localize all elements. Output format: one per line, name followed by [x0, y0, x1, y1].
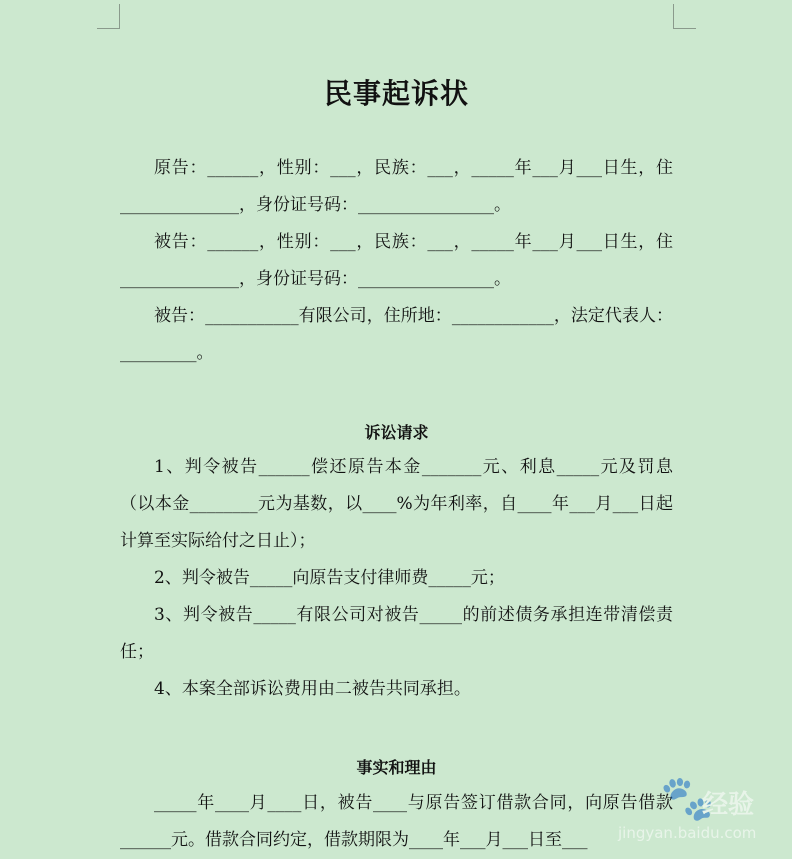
baidu-jingyan-watermark [608, 770, 792, 857]
page-corner-mark-top-right [673, 4, 696, 29]
claim-item: 2、判令被告_____向原告支付律师费_____元； [154, 568, 505, 588]
paw-logo-icon: 🐾 [660, 773, 715, 824]
page-corner-mark-top-left [97, 4, 120, 29]
claim-item: 1、判令被告______偿还原告本金_______元、利息_____元及罚息（以本金________元为基数，以____%为年利率，自____年___月___日起计算至实际给付之日止）； [120, 457, 673, 551]
watermark-site: jingyan.baidu.com [618, 824, 757, 842]
defendant-paragraph: 被告：______，性别：___，民族：___，_____年___月___日生，住______________，身份证号码：________________。 [120, 232, 673, 289]
watermark-brand: 经验 [702, 790, 755, 820]
facts-heading: 事实和理由 [356, 758, 437, 777]
claim-item: 3、判令被告_____有限公司对被告_____的前述债务承担连带清偿责任； [120, 605, 673, 662]
document-title: 民事起诉状 [323, 77, 469, 110]
defendant-company-paragraph: 被告：___________有限公司，住所地：____________，法定代表人：_________。 [120, 306, 673, 363]
facts-paragraph: _____年____月____日，被告____与原告签订借款合同，向原告借款______元。借款合同约定，借款期限为____年___月___日至___ [120, 793, 673, 850]
plaintiff-paragraph: 原告：______，性别：___，民族：___，_____年___月___日生，住______________，身份证号码：________________。 [120, 158, 673, 215]
claim-item: 4、本案全部诉讼费用由二被告共同承担。 [154, 679, 471, 699]
claims-heading: 诉讼请求 [364, 423, 429, 442]
